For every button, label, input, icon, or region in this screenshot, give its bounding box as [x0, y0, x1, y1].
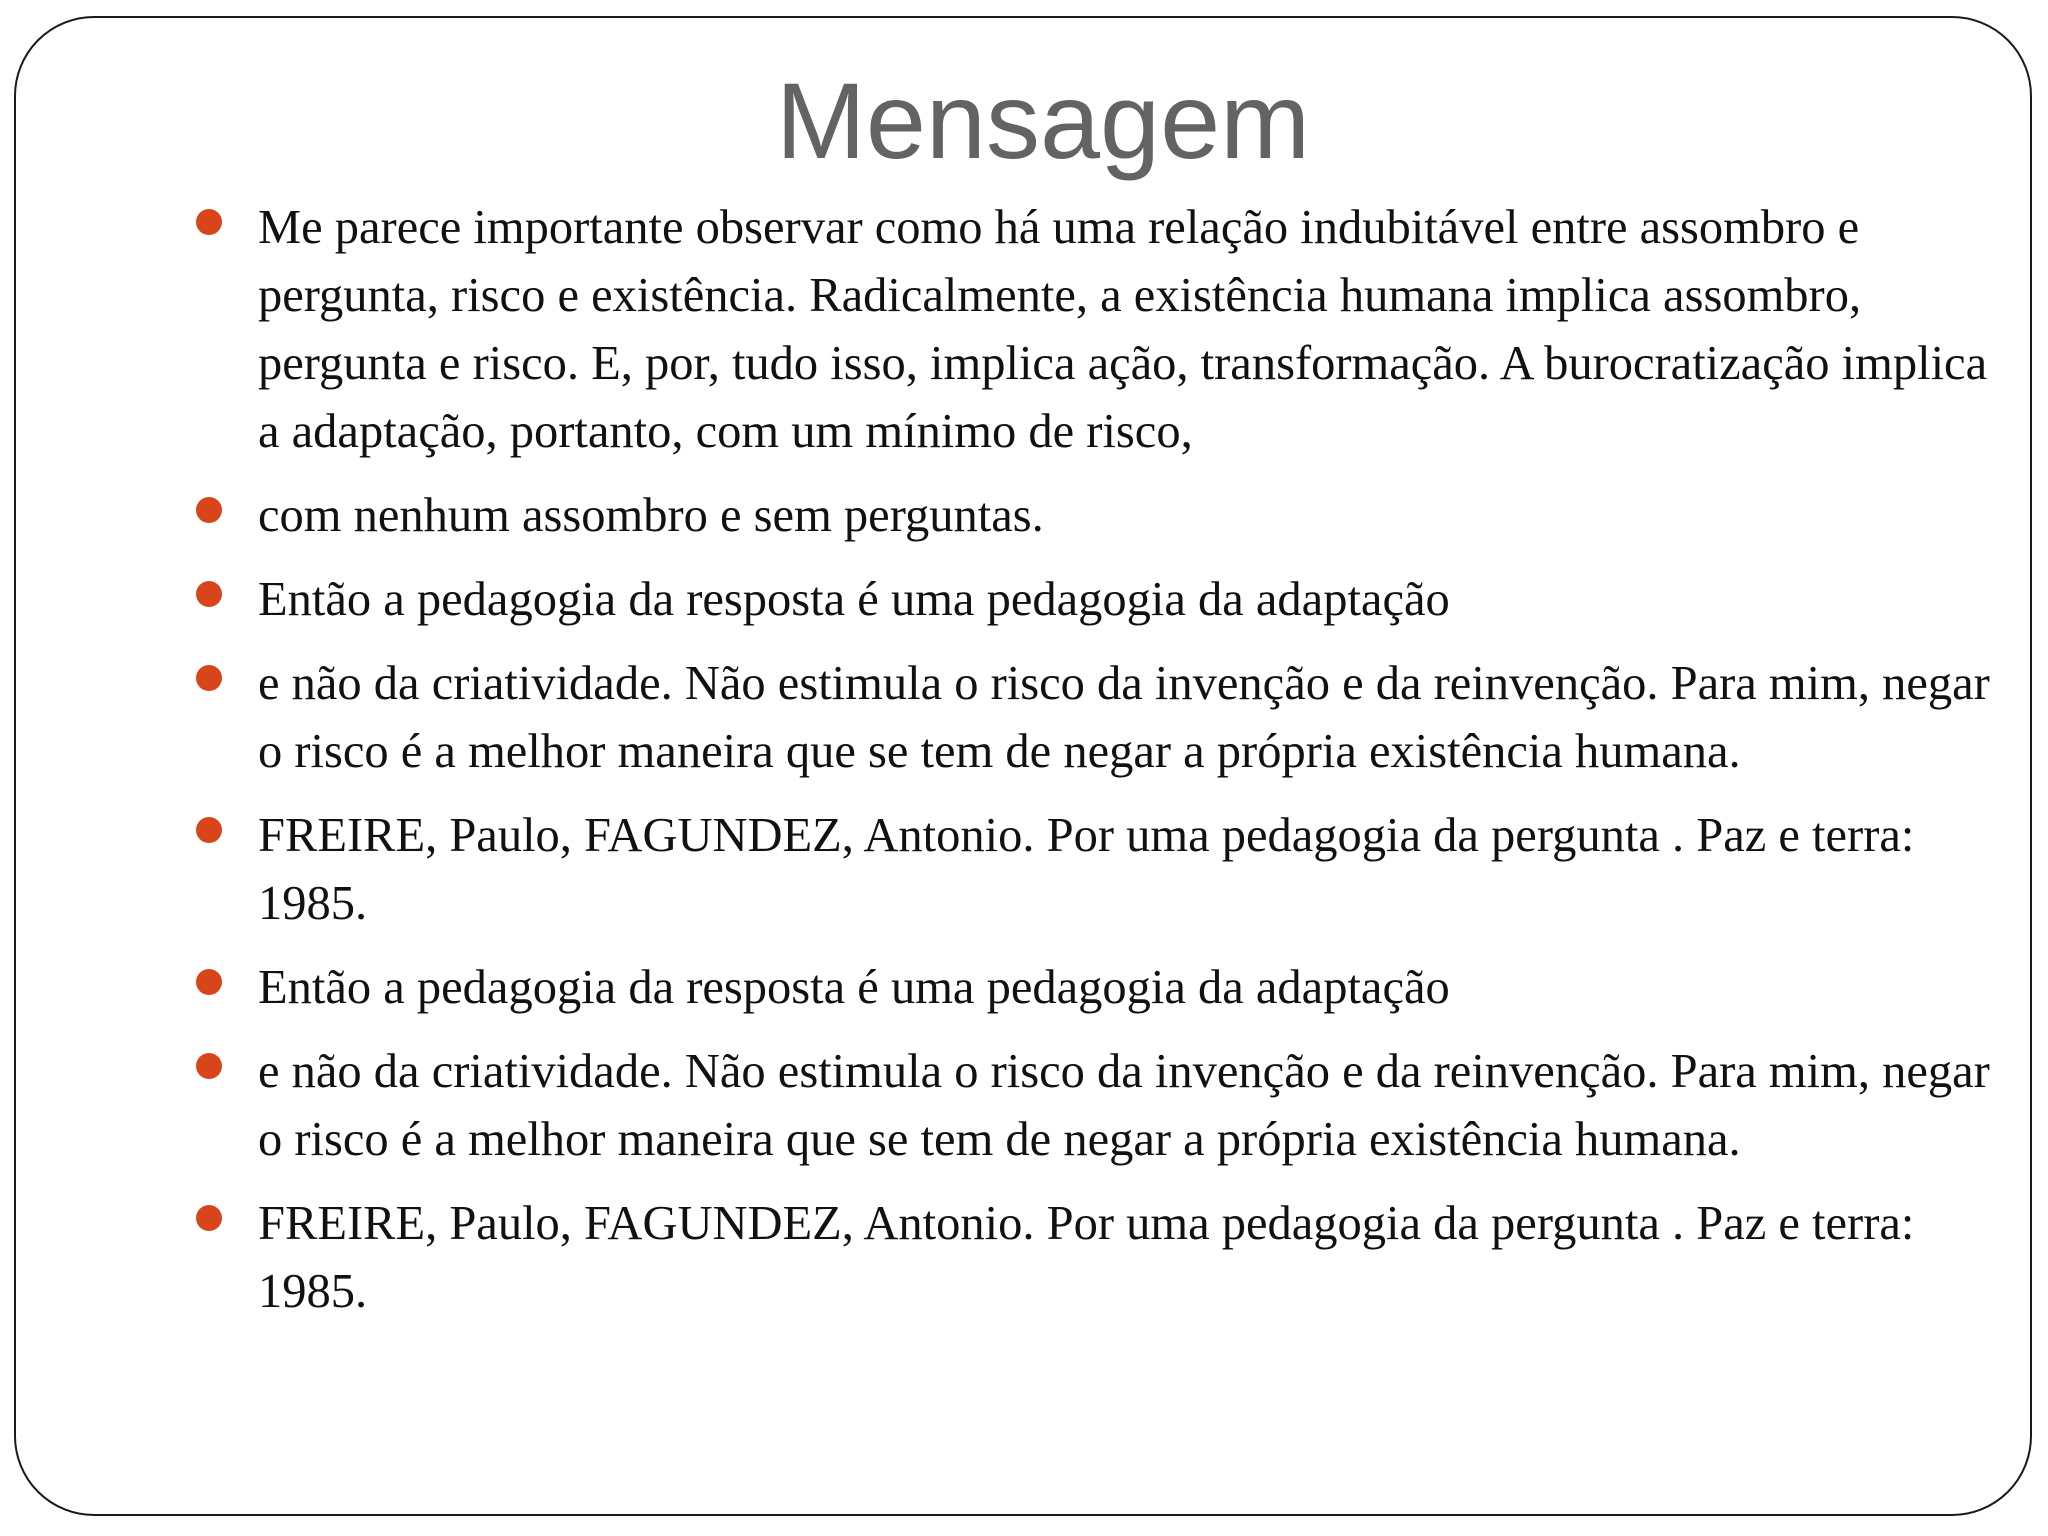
bullet-text: com nenhum assombro e sem perguntas.: [258, 489, 1044, 542]
slide-content: [244, 194, 2004, 1342]
slide-title: Mensagem: [775, 60, 1311, 181]
bullet-item: [244, 482, 2004, 550]
bullet-dot-icon: [196, 817, 222, 843]
bullet-dot-icon: [196, 1205, 222, 1231]
bullet-dot-icon: [196, 497, 222, 523]
bullet-list: [244, 194, 2004, 1326]
bullet-dot-icon: [196, 581, 222, 607]
bullet-item: [244, 194, 2004, 466]
bullet-dot-icon: [196, 969, 222, 995]
bullet-item: [244, 566, 2004, 634]
bullet-dot-icon: [196, 665, 222, 691]
bullet-dot-icon: [196, 1053, 222, 1079]
bullet-text: FREIRE, Paulo, FAGUNDEZ, Antonio. Por uma pedagogia da pergunta . Paz e terra: 1985.: [258, 1197, 1915, 1318]
bullet-item: [244, 1038, 2004, 1174]
bullet-text: e não da criatividade. Não estimula o risco da invenção e da reinvenção. Para mim, negar o risco é a melhor maneira que se tem de negar a própria existência humana.: [258, 1045, 1990, 1166]
slide: [14, 16, 2032, 1516]
bullet-text: Então a pedagogia da resposta é uma pedagogia da adaptação: [258, 573, 1450, 626]
bullet-dot-icon: [196, 209, 222, 235]
bullet-text: FREIRE, Paulo, FAGUNDEZ, Antonio. Por uma pedagogia da pergunta . Paz e terra: 1985.: [258, 809, 1915, 930]
bullet-item: [244, 802, 2004, 938]
bullet-text: Então a pedagogia da resposta é uma pedagogia da adaptação: [258, 961, 1450, 1014]
bullet-item: [244, 1190, 2004, 1326]
bullet-text: e não da criatividade. Não estimula o risco da invenção e da reinvenção. Para mim, negar o risco é a melhor maneira que se tem de negar a própria existência humana.: [258, 657, 1990, 778]
bullet-item: [244, 650, 2004, 786]
bullet-text: Me parece importante observar como há uma relação indubitável entre assombro e pergunta, risco e existência. Radicalmente, a existência humana implica assombro, pergunta e risco. E, por, tudo isso, implica ação, transformação. A burocratização implica a adaptação, portanto, com um mínimo de risco,: [258, 201, 1988, 458]
bullet-item: [244, 954, 2004, 1022]
